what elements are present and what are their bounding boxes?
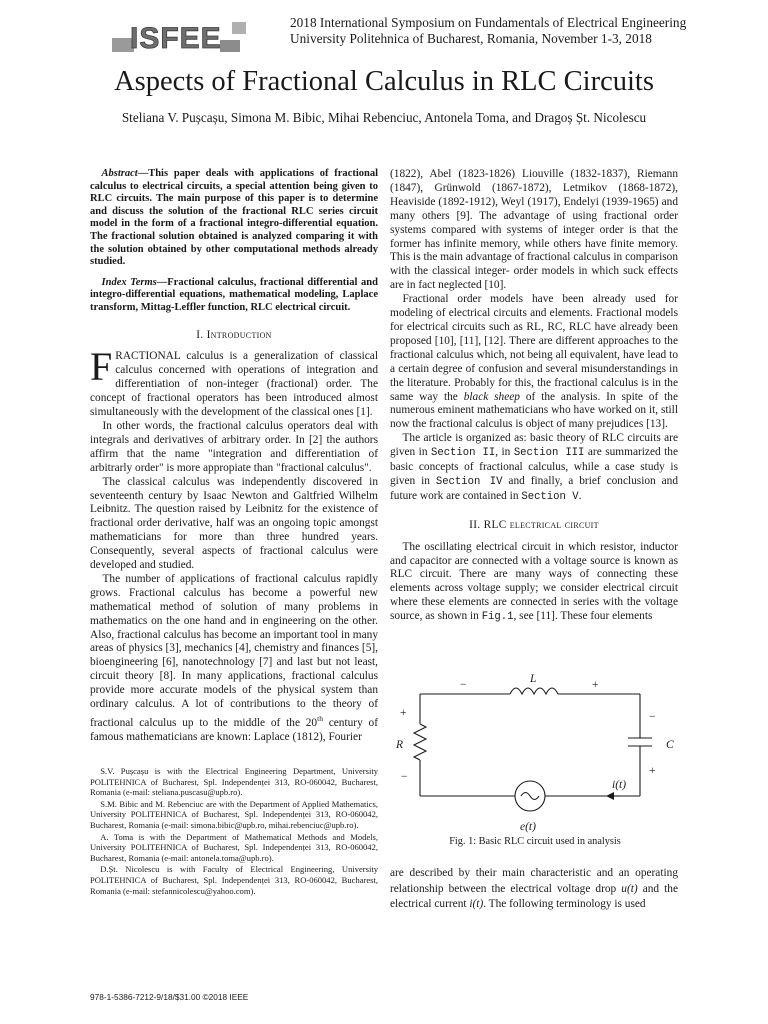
capacitor-minus: − [649, 711, 656, 723]
figure-ref: Fig.1 [481, 611, 514, 624]
right-text-4a: The oscillating electrical circuit in which resistor, inductor and capacitor are connected with a voltage source is known as RLC circuit. There are many ways of connecting these elements across voltage supply; we consider electrical circuit where these elements are connected in series with the voltage source, as shown in [390, 540, 678, 623]
right-text-3a: The article is organized as: basic theory of RLC circuits are given in [390, 432, 678, 459]
resistor-label: R [396, 739, 404, 751]
intro-paragraph-2: In other words, the fractional calculus operators deal with integrals and derivatives of arbitrary order. In [2] the authors affirm that the name "integration and differentiation of arbitrarly order" is more appropiate than "fractional calculus". [90, 419, 378, 474]
section-number: I. [196, 328, 204, 341]
right-text-2a: Fractional order models have been already used for modeling of electrical circuits and elements. Fractional models for electrical circuits such as RL, RC, RLC have already been proposed [10], [11], [12]. There are different approaches to the fractional calculus which, not being all equivalent, have lead to a certain degree of confusion and several misunderstandings in the literature. Probably for this, the fractional calculus is in the same way the [390, 293, 678, 403]
emphasis-text: black sheep [463, 390, 520, 403]
right-column-continued [390, 866, 678, 913]
right-text-2b: of the analysis. In spite of the numerous eminent mathematicians who have worked on it, still now the fractional calculus is object of many prejudices [13]. [390, 390, 678, 431]
inductor-coil [510, 688, 558, 694]
resistor-plus: + [400, 707, 407, 719]
section-title-b: electrical circuit [509, 518, 599, 531]
footnote-4: D.Șt. Nicolescu is with Faculty of Electrical Engineering, University POLITEHNICA of Bucharest, Spl. Independenței 313, RO-060042, Bucharest, Romania (e-mail: stefannicolescu@yahoo.com). [90, 864, 378, 896]
right-text-3b: , in [495, 446, 514, 459]
drop-cap: F [90, 344, 113, 390]
inductor-plus: + [592, 679, 599, 691]
superscript: th [317, 714, 323, 723]
current-arrow-head [606, 792, 614, 800]
current-symbol: i(t) [469, 898, 484, 910]
footnote-3: A. Toma is with the Department of Mathematical Methods and Models, University POLITEHNICA of Bucharest, Spl. Independenței 313, RO-060042, Bucharest, Romania (e-mail: antonela.toma@upb.ro). [90, 831, 378, 863]
conference-title: 2018 International Symposium on Fundamentals of Electrical Engineering [290, 15, 687, 30]
figure-caption: Fig. 1: Basic RLC circuit used in analysis [449, 836, 621, 847]
intro-paragraph-3: The classical calculus was independently discovered in seventeenth century by Isaac Newton and Galtfried Wilhelm Leibnitz. The question raised by Leibnitz for the existence of fractional order derivative, half was an ongoing topic amongst mathematicians for more than three hundred years. Consequently, several aspects of fractional calculus were developed and studied. [90, 475, 378, 572]
intro-text-4b: century of famous mathematicians are known: Laplace (1812), Fourier [90, 716, 378, 743]
author-footnotes [90, 766, 378, 897]
right-paragraph-5 [390, 866, 678, 913]
capacitor-label: C [666, 739, 674, 751]
resistor-zigzag [414, 724, 426, 760]
right-text-5c: . The following terminology is used [483, 898, 646, 910]
right-text-3d: and finally, a brief conclusion and future work are contained in [390, 474, 678, 502]
intro-paragraph-1 [90, 344, 378, 420]
left-column [90, 168, 378, 745]
paper-title: Aspects of Fractional Calculus in RLC Circuits [114, 66, 654, 97]
resistor-minus: − [401, 771, 408, 783]
abstract-label: Abstract [101, 168, 138, 179]
logo-block-2 [220, 40, 240, 52]
capacitor-plus: + [649, 765, 656, 777]
index-terms [90, 277, 378, 315]
index-terms-text: —Fractional calculus, fractional differential and integro-differential equations, mathematical modeling, Laplace transform, Mittag-Leffler function, RLC electrical circuit. [90, 276, 378, 313]
section-number: II. [469, 518, 481, 531]
section-title-a: RLC [483, 518, 507, 531]
section-ref-v: Section V [521, 490, 579, 503]
intro-text-4a: The number of applications of fractional calculus rapidly grows. Fractional calculus has become a powerful new mathematical method of solution of many problems in mathematics on the one hand and in engineering on the other. Also, fractional calculus has become an important tool in many areas of physics [3], mechanics [4], chemistry and finances [5], bioengineering [6], nanotechnology [7] and last but not least, circuit theory [8]. In many applications, fractional calculus provide more accurate models of the physical system than ordinary calculus. A lot of contributions to the theory of fractional calculus up to the middle of the 20 [90, 572, 378, 729]
right-text-3c: are summarized the basic concepts of fractional calculus, while a case study is given in [390, 446, 678, 487]
right-paragraph-3 [390, 432, 678, 505]
right-text-5a: are described by their main characteristic and an operating relationship between the electrical voltage drop [390, 867, 678, 895]
intro-paragraph-4 [90, 573, 378, 745]
logo-block-3 [232, 22, 246, 34]
section-ref-iv: Section IV [435, 475, 503, 488]
abstract-text: —This paper deals with applications of fractional calculus to electrical circuits, a special attention being given to RLC circuits. The main purpose of this paper is to determine and discuss the solution of the fractional RLC series circuit model in the form of a fractional integro-differential equation. The fractional solution obtained is analyzed comparing it with the solution obtained by other computational methods already studied. [90, 168, 378, 268]
section-title: Introduction [206, 328, 272, 341]
inductor-minus: − [460, 679, 467, 691]
logo-text: ISFEE [130, 22, 222, 55]
right-paragraph-1: (1822), Abel (1823-1826) Liouville (1832-1837), Riemann (1847), Grünwold (1867-1872), Letmikov (1868-1872), Heaviside (1892-1912), Weyl (1917), Endelyi (1939-1965) and many others [9]. The advantage of using fractional order systems compared with systems of integer order is that the former has infinite memory, while others have finite memory. This is the main advantage of fractional calculus in comparison with the classical integer- order models in which suck effects are in fact neglected [10]. [390, 168, 678, 292]
footnote-1: S.V. Pușcașu is with the Electrical Engineering Department, University POLITEHNICA of Bucharest, Spl. Independenței 313, RO-060042, Bucharest, Romania (e-mail: steliana.puscasu@upb.ro). [90, 766, 378, 798]
rlc-circuit-figure [390, 668, 680, 838]
section-ref-ii: Section II [430, 447, 496, 460]
conference-logo [108, 12, 250, 56]
paper-authors: Steliana V. Pușcașu, Simona M. Bibic, Mihai Rebenciuc, Antonela Toma, and Dragoș Șt. Nicolescu [121, 110, 647, 125]
footnote-2: S.M. Bibic and M. Rebenciuc are with the Department of Applied Mathematics, University POLITEHNICA of Bucharest, Spl. Independenței 313, RO-060042, Bucharest, Romania (e-mail: simona.bibic@upb.ro, mihai.rebenciuc@upb.ro). [90, 798, 378, 830]
intro-text-1: RACTIONAL calculus is a generalization of classical calculus concerned with operations of integration and differentiation of non-integer (fractional) order. The concept of fractional operators has been introduced almost simultaneously with the development of the classical ones [1]. [90, 350, 378, 419]
index-terms-label: Index Terms [101, 276, 157, 288]
voltage-symbol: u(t) [621, 882, 638, 895]
voltage-source-wave [521, 793, 539, 800]
abstract [90, 168, 378, 269]
source-label: e(t) [520, 821, 536, 833]
inductor-label: L [530, 673, 537, 685]
section-ref-iii: Section III [513, 447, 585, 460]
right-text-4b: , see [11]. These four elements [513, 610, 653, 623]
conference-venue: University Politehnica of Bucharest, Romania, November 1-3, 2018 [290, 31, 652, 46]
section-heading-introduction [90, 329, 378, 343]
copyright-line: 978-1-5386-7212-9/18/$31.00 ©2018 IEEE [90, 992, 249, 1002]
right-text-3e: . [578, 489, 582, 502]
current-label: i(t) [612, 779, 627, 791]
right-paragraph-4 [390, 541, 678, 625]
section-heading-rlc [390, 519, 678, 533]
right-column [390, 168, 678, 625]
right-text-5b: and the electrical current [390, 882, 678, 910]
right-paragraph-2 [390, 293, 678, 432]
